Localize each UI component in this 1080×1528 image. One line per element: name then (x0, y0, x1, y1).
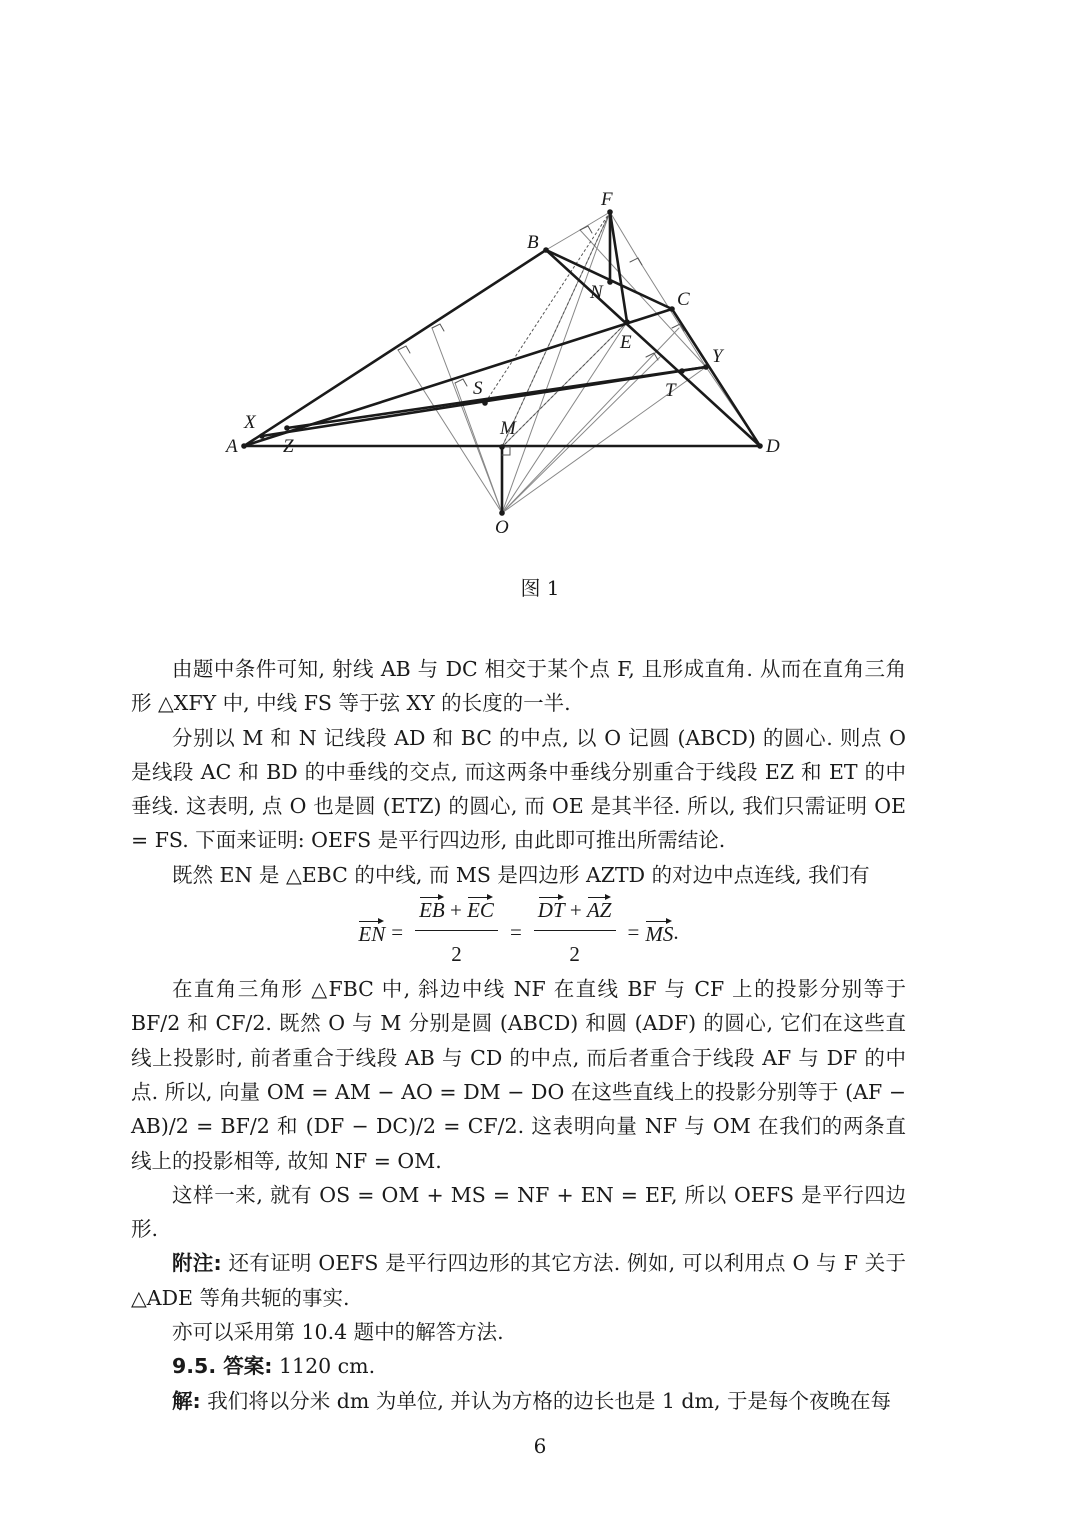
answer-paragraph (131, 1349, 906, 1383)
label-F: F (601, 189, 613, 210)
paragraph-5: 这样一来, 就有 OS = OM + MS = NF + EN = EF, 所以 OEFS 是平行四边形. (131, 1182, 906, 1242)
figure-caption: 图 1 (520, 576, 560, 600)
note-paragraph (131, 1246, 906, 1315)
solution-text: 我们将以分米 dm 为单位, 并认为方格的边长也是 1 dm, 于是每个夜晚在每 (207, 1388, 892, 1413)
page-number: 6 (533, 1434, 547, 1458)
answer-label: 9.5. 答案: (172, 1354, 273, 1379)
label-A: A (226, 436, 238, 457)
label-S: S (473, 378, 483, 399)
label-Z: Z (283, 436, 294, 457)
paragraph-4: 在直角三角形 △FBC 中, 斜边中线 NF 在直线 BF 与 CF 上的投影分别等于 BF/2 和 CF/2. 既然 O 与 M 分别是圆 (ABCD) 和圆 (ADF) 的圆心, 它们在这些直线上投影时, 前者重合于线段 AB 与 CD 的中点, 而后者重合于线段 AF 与 DF 的中点. 所以, 向量 OM = AM − AO = DM − DO 在这些直线上的投影分别等于 (AF − AB)/2 = BF/2 和 (DF − DC)/2 = CF/2. 这表明向量 NF 与 OM 在我们的两条直线上的投影相等, 故知 NF = OM. (131, 977, 906, 1173)
paragraph-6: 亦可以采用第 10.4 题中的解答方法. (172, 1320, 504, 1345)
vector-equation: EN = $\frac{EB + EC}{2}$ = $\frac{DT + AZ}{2}$ = MS . (131, 892, 906, 972)
paragraph-1: 由题中条件可知, 射线 AB 与 DC 相交于某个点 F, 且形成直角. 从而在直角三角形 △XFY 中, 中线 FS 等于弦 XY 的长度的一半. (131, 657, 906, 716)
label-T: T (665, 380, 676, 401)
solution-paragraph (131, 1384, 906, 1418)
note-text: 还有证明 OEFS 是平行四边形的其它方法. 例如, 可以利用点 O 与 F 关于 △ADE 等角共轭的事实. (131, 1251, 906, 1310)
label-Y: Y (712, 346, 723, 367)
body-text (131, 652, 906, 1418)
right-angle-marks (398, 226, 684, 455)
label-C: C (677, 289, 690, 310)
geometry-figure (0, 0, 1080, 560)
paragraph-2: 分别以 M 和 N 记线段 AD 和 BC 的中点, 以 O 记圆 (ABCD) 的圆心. 则点 O 是线段 AC 和 BD 的中垂线的交点, 而这两条中垂线分别重合于线段 EZ 和 ET 的中垂线. 这表明, 点 O 也是圆 (ETZ) 的圆心, 而 OE 是其半径. 所以, 我们只需证明 OE = FS. 下面来证明: OEFS 是平行四边形, 由此即可推出所需结论. (131, 725, 906, 853)
label-M: M (500, 418, 516, 439)
answer-value: 1120 cm. (278, 1354, 376, 1379)
label-E: E (620, 332, 632, 353)
paragraph-3: 既然 EN 是 △EBC 的中线, 而 MS 是四边形 AZTD 的对边中点连线, 我们有 (172, 862, 870, 887)
main-lines (244, 212, 760, 513)
label-D: D (766, 436, 780, 457)
solution-label: 解: (172, 1388, 201, 1413)
label-O: O (495, 517, 509, 538)
label-X: X (244, 412, 256, 433)
label-B: B (527, 232, 539, 253)
label-N: N (590, 282, 603, 303)
note-label: 附注: (172, 1251, 222, 1276)
